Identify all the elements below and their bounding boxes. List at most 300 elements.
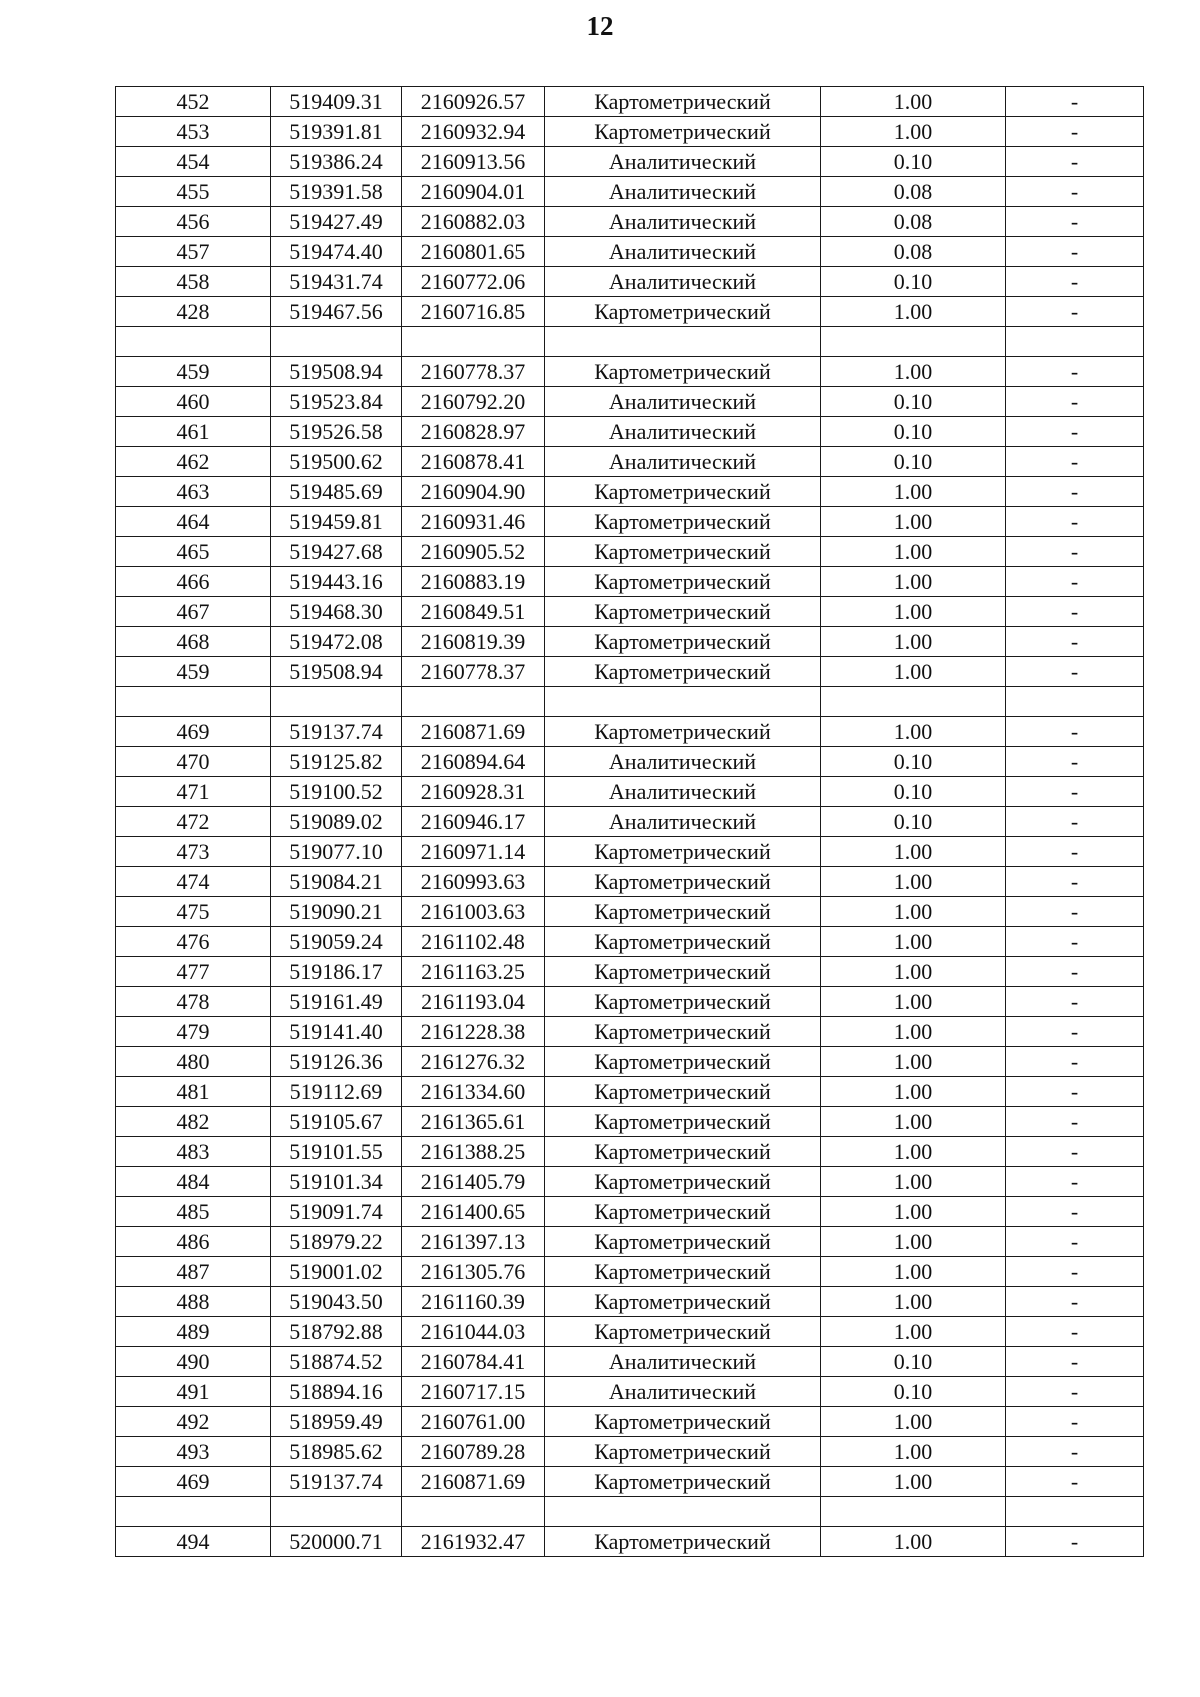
point-number-cell: 481	[116, 1077, 271, 1107]
note-cell: -	[1006, 657, 1144, 687]
y-coordinate-cell: 2160772.06	[402, 267, 545, 297]
x-coordinate-cell: 519137.74	[271, 1467, 402, 1497]
empty-cell	[402, 327, 545, 357]
x-coordinate-cell: 519523.84	[271, 387, 402, 417]
point-number-cell: 468	[116, 627, 271, 657]
note-cell: -	[1006, 1527, 1144, 1557]
table-row	[116, 1347, 1144, 1377]
precision-cell: 0.10	[821, 267, 1006, 297]
x-coordinate-cell: 519427.68	[271, 537, 402, 567]
empty-cell	[1006, 687, 1144, 717]
empty-cell	[545, 687, 821, 717]
x-coordinate-cell: 518959.49	[271, 1407, 402, 1437]
coordinates-table-body	[116, 87, 1144, 1557]
precision-cell: 1.00	[821, 1317, 1006, 1347]
y-coordinate-cell: 2160946.17	[402, 807, 545, 837]
table-row	[116, 207, 1144, 237]
table-row	[116, 1287, 1144, 1317]
note-cell: -	[1006, 1167, 1144, 1197]
note-cell: -	[1006, 1377, 1144, 1407]
x-coordinate-cell: 518979.22	[271, 1227, 402, 1257]
precision-cell: 0.08	[821, 237, 1006, 267]
x-coordinate-cell: 519386.24	[271, 147, 402, 177]
point-number-cell: 462	[116, 447, 271, 477]
table-row	[116, 717, 1144, 747]
y-coordinate-cell: 2160882.03	[402, 207, 545, 237]
method-cell: Картометрический	[545, 1467, 821, 1497]
empty-cell	[116, 687, 271, 717]
x-coordinate-cell: 519500.62	[271, 447, 402, 477]
note-cell: -	[1006, 117, 1144, 147]
note-cell: -	[1006, 477, 1144, 507]
method-cell: Картометрический	[545, 567, 821, 597]
precision-cell: 1.00	[821, 1197, 1006, 1227]
y-coordinate-cell: 2160789.28	[402, 1437, 545, 1467]
note-cell: -	[1006, 1317, 1144, 1347]
method-cell: Картометрический	[545, 1227, 821, 1257]
precision-cell: 0.10	[821, 417, 1006, 447]
precision-cell: 0.10	[821, 447, 1006, 477]
precision-cell: 1.00	[821, 597, 1006, 627]
point-number-cell: 490	[116, 1347, 271, 1377]
table-row	[116, 1137, 1144, 1167]
point-number-cell: 491	[116, 1377, 271, 1407]
empty-cell	[821, 327, 1006, 357]
precision-cell: 1.00	[821, 1047, 1006, 1077]
y-coordinate-cell: 2160871.69	[402, 717, 545, 747]
y-coordinate-cell: 2161365.61	[402, 1107, 545, 1137]
x-coordinate-cell: 519472.08	[271, 627, 402, 657]
x-coordinate-cell: 519409.31	[271, 87, 402, 117]
method-cell: Аналитический	[545, 1347, 821, 1377]
precision-cell: 1.00	[821, 897, 1006, 927]
point-number-cell: 456	[116, 207, 271, 237]
x-coordinate-cell: 519161.49	[271, 987, 402, 1017]
point-number-cell: 455	[116, 177, 271, 207]
x-coordinate-cell: 519467.56	[271, 297, 402, 327]
precision-cell: 1.00	[821, 1017, 1006, 1047]
precision-cell: 1.00	[821, 1257, 1006, 1287]
table-row	[116, 1407, 1144, 1437]
x-coordinate-cell: 518792.88	[271, 1317, 402, 1347]
table-row	[116, 807, 1144, 837]
point-number-cell: 452	[116, 87, 271, 117]
y-coordinate-cell: 2160792.20	[402, 387, 545, 417]
method-cell: Картометрический	[545, 837, 821, 867]
note-cell: -	[1006, 147, 1144, 177]
empty-cell	[545, 1497, 821, 1527]
precision-cell: 1.00	[821, 1167, 1006, 1197]
x-coordinate-cell: 519090.21	[271, 897, 402, 927]
x-coordinate-cell: 519468.30	[271, 597, 402, 627]
note-cell: -	[1006, 177, 1144, 207]
method-cell: Картометрический	[545, 657, 821, 687]
x-coordinate-cell: 519137.74	[271, 717, 402, 747]
note-cell: -	[1006, 1227, 1144, 1257]
table-row	[116, 1167, 1144, 1197]
point-number-cell: 472	[116, 807, 271, 837]
method-cell: Аналитический	[545, 237, 821, 267]
empty-cell	[821, 1497, 1006, 1527]
note-cell: -	[1006, 1347, 1144, 1377]
note-cell: -	[1006, 837, 1144, 867]
note-cell: -	[1006, 627, 1144, 657]
table-row	[116, 87, 1144, 117]
x-coordinate-cell: 519100.52	[271, 777, 402, 807]
precision-cell: 1.00	[821, 87, 1006, 117]
method-cell: Аналитический	[545, 207, 821, 237]
table-row	[116, 1107, 1144, 1137]
method-cell: Картометрический	[545, 1287, 821, 1317]
y-coordinate-cell: 2160971.14	[402, 837, 545, 867]
x-coordinate-cell: 519001.02	[271, 1257, 402, 1287]
precision-cell: 1.00	[821, 957, 1006, 987]
y-coordinate-cell: 2160993.63	[402, 867, 545, 897]
point-number-cell: 464	[116, 507, 271, 537]
point-number-cell: 482	[116, 1107, 271, 1137]
note-cell: -	[1006, 1047, 1144, 1077]
y-coordinate-cell: 2160819.39	[402, 627, 545, 657]
precision-cell: 0.10	[821, 1377, 1006, 1407]
note-cell: -	[1006, 897, 1144, 927]
y-coordinate-cell: 2161003.63	[402, 897, 545, 927]
table-row	[116, 297, 1144, 327]
table-row	[116, 177, 1144, 207]
x-coordinate-cell: 519105.67	[271, 1107, 402, 1137]
method-cell: Картометрический	[545, 1137, 821, 1167]
point-number-cell: 469	[116, 717, 271, 747]
x-coordinate-cell: 519084.21	[271, 867, 402, 897]
y-coordinate-cell: 2160931.46	[402, 507, 545, 537]
y-coordinate-cell: 2160717.15	[402, 1377, 545, 1407]
method-cell: Картометрический	[545, 537, 821, 567]
table-row	[116, 567, 1144, 597]
y-coordinate-cell: 2160778.37	[402, 657, 545, 687]
note-cell: -	[1006, 297, 1144, 327]
y-coordinate-cell: 2160905.52	[402, 537, 545, 567]
point-number-cell: 428	[116, 297, 271, 327]
note-cell: -	[1006, 597, 1144, 627]
x-coordinate-cell: 519391.81	[271, 117, 402, 147]
y-coordinate-cell: 2160871.69	[402, 1467, 545, 1497]
x-coordinate-cell: 519443.16	[271, 567, 402, 597]
point-number-cell: 473	[116, 837, 271, 867]
x-coordinate-cell: 519091.74	[271, 1197, 402, 1227]
precision-cell: 1.00	[821, 1077, 1006, 1107]
y-coordinate-cell: 2161932.47	[402, 1527, 545, 1557]
point-number-cell: 486	[116, 1227, 271, 1257]
point-number-cell: 485	[116, 1197, 271, 1227]
table-row	[116, 117, 1144, 147]
empty-cell	[821, 687, 1006, 717]
note-cell: -	[1006, 1467, 1144, 1497]
point-number-cell: 459	[116, 657, 271, 687]
point-number-cell: 478	[116, 987, 271, 1017]
precision-cell: 0.10	[821, 1347, 1006, 1377]
precision-cell: 0.10	[821, 747, 1006, 777]
point-number-cell: 470	[116, 747, 271, 777]
y-coordinate-cell: 2160849.51	[402, 597, 545, 627]
y-coordinate-cell: 2161193.04	[402, 987, 545, 1017]
x-coordinate-cell: 519526.58	[271, 417, 402, 447]
y-coordinate-cell: 2161163.25	[402, 957, 545, 987]
table-row	[116, 597, 1144, 627]
table-row	[116, 837, 1144, 867]
note-cell: -	[1006, 1407, 1144, 1437]
point-number-cell: 459	[116, 357, 271, 387]
precision-cell: 0.10	[821, 807, 1006, 837]
method-cell: Картометрический	[545, 597, 821, 627]
precision-cell: 1.00	[821, 1437, 1006, 1467]
y-coordinate-cell: 2161044.03	[402, 1317, 545, 1347]
point-number-cell: 475	[116, 897, 271, 927]
x-coordinate-cell: 519459.81	[271, 507, 402, 537]
note-cell: -	[1006, 87, 1144, 117]
method-cell: Аналитический	[545, 147, 821, 177]
point-number-cell: 494	[116, 1527, 271, 1557]
x-coordinate-cell: 519101.55	[271, 1137, 402, 1167]
point-number-cell: 461	[116, 417, 271, 447]
table-row	[116, 777, 1144, 807]
point-number-cell: 493	[116, 1437, 271, 1467]
precision-cell: 1.00	[821, 1137, 1006, 1167]
note-cell: -	[1006, 417, 1144, 447]
precision-cell: 1.00	[821, 1107, 1006, 1137]
note-cell: -	[1006, 357, 1144, 387]
point-number-cell: 458	[116, 267, 271, 297]
x-coordinate-cell: 518894.16	[271, 1377, 402, 1407]
table-row	[116, 237, 1144, 267]
point-number-cell: 480	[116, 1047, 271, 1077]
y-coordinate-cell: 2160904.90	[402, 477, 545, 507]
method-cell: Аналитический	[545, 807, 821, 837]
method-cell: Картометрический	[545, 717, 821, 747]
x-coordinate-cell: 518985.62	[271, 1437, 402, 1467]
x-coordinate-cell: 519112.69	[271, 1077, 402, 1107]
table-row	[116, 1467, 1144, 1497]
note-cell: -	[1006, 987, 1144, 1017]
method-cell: Аналитический	[545, 387, 821, 417]
note-cell: -	[1006, 1077, 1144, 1107]
table-row	[116, 867, 1144, 897]
precision-cell: 1.00	[821, 837, 1006, 867]
method-cell: Картометрический	[545, 897, 821, 927]
table-row	[116, 1257, 1144, 1287]
y-coordinate-cell: 2160778.37	[402, 357, 545, 387]
note-cell: -	[1006, 1257, 1144, 1287]
point-number-cell: 484	[116, 1167, 271, 1197]
empty-cell	[116, 327, 271, 357]
empty-cell	[402, 1497, 545, 1527]
precision-cell: 1.00	[821, 987, 1006, 1017]
table-row	[116, 1197, 1144, 1227]
point-number-cell: 476	[116, 927, 271, 957]
x-coordinate-cell: 519391.58	[271, 177, 402, 207]
note-cell: -	[1006, 957, 1144, 987]
note-cell: -	[1006, 777, 1144, 807]
x-coordinate-cell: 519186.17	[271, 957, 402, 987]
y-coordinate-cell: 2160913.56	[402, 147, 545, 177]
y-coordinate-cell: 2161334.60	[402, 1077, 545, 1107]
method-cell: Аналитический	[545, 267, 821, 297]
method-cell: Картометрический	[545, 357, 821, 387]
method-cell: Картометрический	[545, 87, 821, 117]
method-cell: Картометрический	[545, 507, 821, 537]
table-row	[116, 897, 1144, 927]
precision-cell: 1.00	[821, 657, 1006, 687]
y-coordinate-cell: 2161405.79	[402, 1167, 545, 1197]
coordinates-table	[115, 86, 1144, 1557]
y-coordinate-cell: 2160761.00	[402, 1407, 545, 1437]
point-number-cell: 454	[116, 147, 271, 177]
y-coordinate-cell: 2161160.39	[402, 1287, 545, 1317]
table-row	[116, 1527, 1144, 1557]
point-number-cell: 466	[116, 567, 271, 597]
method-cell: Картометрический	[545, 1047, 821, 1077]
method-cell: Картометрический	[545, 927, 821, 957]
note-cell: -	[1006, 237, 1144, 267]
precision-cell: 1.00	[821, 537, 1006, 567]
empty-cell	[271, 1497, 402, 1527]
note-cell: -	[1006, 207, 1144, 237]
note-cell: -	[1006, 1137, 1144, 1167]
y-coordinate-cell: 2160928.31	[402, 777, 545, 807]
note-cell: -	[1006, 507, 1144, 537]
y-coordinate-cell: 2160828.97	[402, 417, 545, 447]
x-coordinate-cell: 519508.94	[271, 657, 402, 687]
method-cell: Картометрический	[545, 1407, 821, 1437]
empty-cell	[1006, 1497, 1144, 1527]
y-coordinate-cell: 2161397.13	[402, 1227, 545, 1257]
precision-cell: 1.00	[821, 927, 1006, 957]
precision-cell: 1.00	[821, 867, 1006, 897]
empty-cell	[271, 327, 402, 357]
point-number-cell: 492	[116, 1407, 271, 1437]
y-coordinate-cell: 2161228.38	[402, 1017, 545, 1047]
x-coordinate-cell: 519485.69	[271, 477, 402, 507]
point-number-cell: 463	[116, 477, 271, 507]
point-number-cell: 467	[116, 597, 271, 627]
table-row	[116, 147, 1144, 177]
precision-cell: 0.10	[821, 147, 1006, 177]
y-coordinate-cell: 2160926.57	[402, 87, 545, 117]
table-row	[116, 387, 1144, 417]
method-cell: Аналитический	[545, 777, 821, 807]
precision-cell: 1.00	[821, 477, 1006, 507]
note-cell: -	[1006, 807, 1144, 837]
y-coordinate-cell: 2160716.85	[402, 297, 545, 327]
method-cell: Аналитический	[545, 417, 821, 447]
x-coordinate-cell: 518874.52	[271, 1347, 402, 1377]
precision-cell: 1.00	[821, 1287, 1006, 1317]
x-coordinate-cell: 519125.82	[271, 747, 402, 777]
point-number-cell: 453	[116, 117, 271, 147]
method-cell: Картометрический	[545, 1197, 821, 1227]
x-coordinate-cell: 519474.40	[271, 237, 402, 267]
point-number-cell: 465	[116, 537, 271, 567]
table-row	[116, 1317, 1144, 1347]
table-row	[116, 627, 1144, 657]
point-number-cell: 474	[116, 867, 271, 897]
method-cell: Картометрический	[545, 1317, 821, 1347]
point-number-cell: 477	[116, 957, 271, 987]
precision-cell: 1.00	[821, 507, 1006, 537]
method-cell: Картометрический	[545, 1437, 821, 1467]
table-row	[116, 1377, 1144, 1407]
method-cell: Картометрический	[545, 627, 821, 657]
method-cell: Картометрический	[545, 867, 821, 897]
method-cell: Картометрический	[545, 297, 821, 327]
x-coordinate-cell: 519077.10	[271, 837, 402, 867]
x-coordinate-cell: 519141.40	[271, 1017, 402, 1047]
note-cell: -	[1006, 1107, 1144, 1137]
table-row	[116, 1437, 1144, 1467]
table-row	[116, 1227, 1144, 1257]
x-coordinate-cell: 519431.74	[271, 267, 402, 297]
page-number: 12	[586, 11, 614, 41]
x-coordinate-cell: 519508.94	[271, 357, 402, 387]
y-coordinate-cell: 2161276.32	[402, 1047, 545, 1077]
table-row	[116, 417, 1144, 447]
x-coordinate-cell: 519126.36	[271, 1047, 402, 1077]
method-cell: Картометрический	[545, 1017, 821, 1047]
method-cell: Картометрический	[545, 1167, 821, 1197]
separator-row	[116, 687, 1144, 717]
point-number-cell: 479	[116, 1017, 271, 1047]
precision-cell: 1.00	[821, 1527, 1006, 1557]
empty-cell	[116, 1497, 271, 1527]
precision-cell: 1.00	[821, 567, 1006, 597]
point-number-cell: 469	[116, 1467, 271, 1497]
point-number-cell: 489	[116, 1317, 271, 1347]
table-row	[116, 747, 1144, 777]
precision-cell: 1.00	[821, 297, 1006, 327]
separator-row	[116, 1497, 1144, 1527]
note-cell: -	[1006, 927, 1144, 957]
y-coordinate-cell: 2160932.94	[402, 117, 545, 147]
table-row	[116, 537, 1144, 567]
empty-cell	[271, 687, 402, 717]
point-number-cell: 487	[116, 1257, 271, 1287]
table-row	[116, 957, 1144, 987]
y-coordinate-cell: 2160894.64	[402, 747, 545, 777]
table-row	[116, 1017, 1144, 1047]
empty-cell	[545, 327, 821, 357]
table-row	[116, 657, 1144, 687]
method-cell: Аналитический	[545, 177, 821, 207]
table-row	[116, 987, 1144, 1017]
y-coordinate-cell: 2160904.01	[402, 177, 545, 207]
x-coordinate-cell: 519427.49	[271, 207, 402, 237]
x-coordinate-cell: 519101.34	[271, 1167, 402, 1197]
note-cell: -	[1006, 717, 1144, 747]
precision-cell: 0.08	[821, 207, 1006, 237]
method-cell: Картометрический	[545, 987, 821, 1017]
precision-cell: 1.00	[821, 117, 1006, 147]
point-number-cell: 460	[116, 387, 271, 417]
note-cell: -	[1006, 747, 1144, 777]
method-cell: Аналитический	[545, 747, 821, 777]
precision-cell: 1.00	[821, 627, 1006, 657]
table-row	[116, 927, 1144, 957]
note-cell: -	[1006, 447, 1144, 477]
method-cell: Картометрический	[545, 957, 821, 987]
note-cell: -	[1006, 267, 1144, 297]
x-coordinate-cell: 519059.24	[271, 927, 402, 957]
empty-cell	[402, 687, 545, 717]
method-cell: Картометрический	[545, 477, 821, 507]
precision-cell: 1.00	[821, 357, 1006, 387]
